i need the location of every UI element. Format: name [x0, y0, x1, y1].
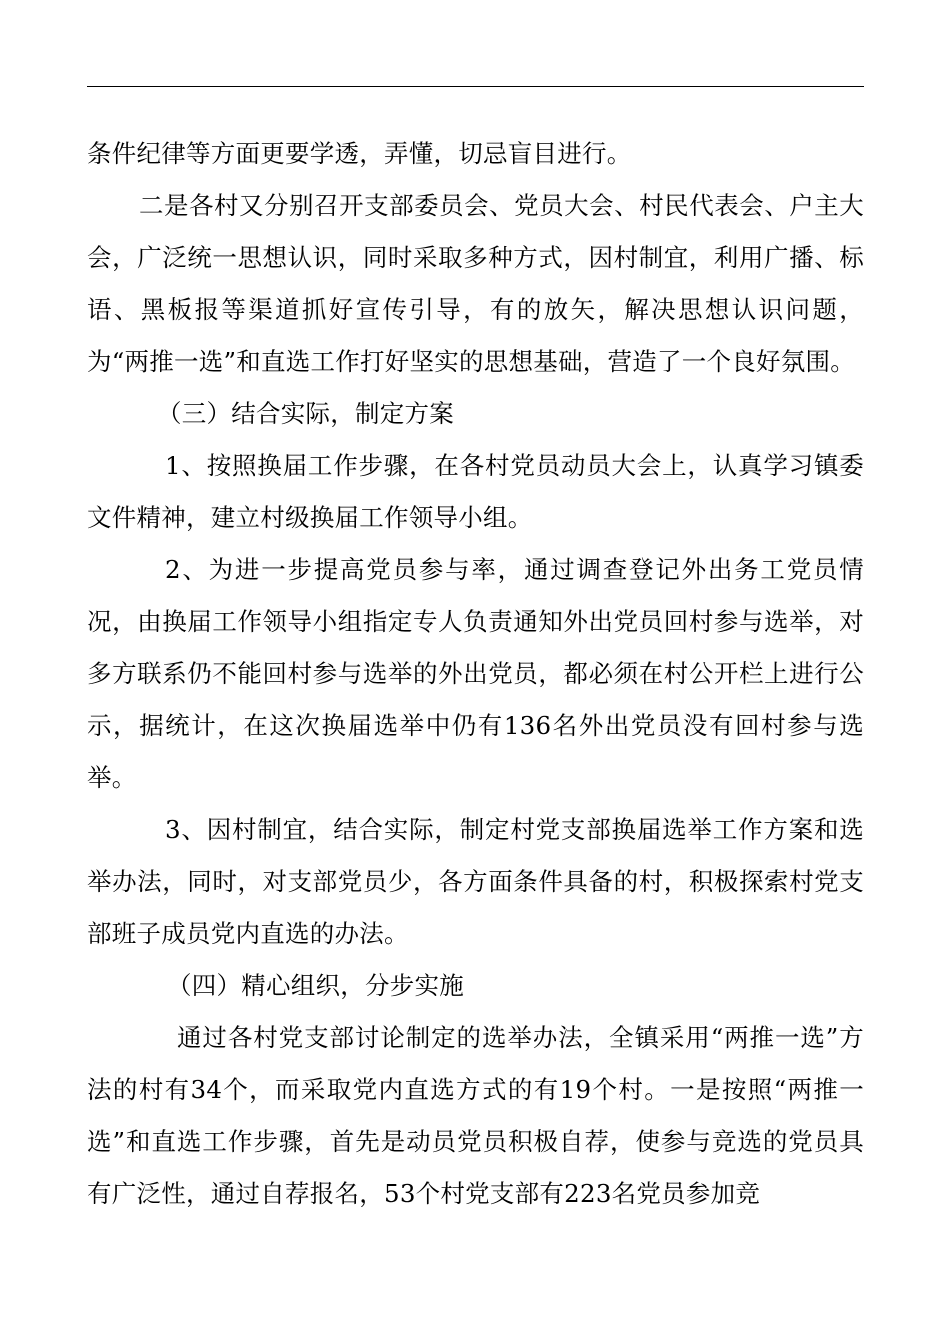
section-heading: （三）结合实际，制定方案: [157, 399, 454, 428]
paragraph: 二是各村又分别召开支部委员会、党员大会、村民代表会、户主大会，广泛统一思想认识，同时采取多种方式，因村制宜，利用广播、标语、黑板报等渠道抓好宣传引导，有的放矢，解决思想认识问题，为“两推一选”和直选工作打好坚实的思想基础，营造了一个良好氛围。: [87, 191, 864, 376]
paragraph: 1、按照换届工作步骤，在各村党员动员大会上，认真学习镇委文件精神，建立村级换届工作领导小组。: [87, 451, 864, 532]
header-rule: [87, 86, 864, 87]
paragraph: 3、因村制宜，结合实际，制定村党支部换届选举工作方案和选举办法，同时，对支部党员少，各方面条件具备的村，积极探索村党支部班子成员党内直选的办法。: [87, 815, 864, 948]
paragraph: 通过各村党支部讨论制定的选举办法，全镇采用“两推一选”方法的村有34个，而采取党内直选方式的有19个村。一是按照“两推一选”和直选工作步骤，首先是动员党员积极自荐，使参与竞选的党员具有广泛性，通过自荐报名，53个村党支部有223名党员参加竞: [87, 1023, 864, 1208]
paragraph: 2、为进一步提高党员参与率，通过调查登记外出务工党员情况，由换届工作领导小组指定专人负责通知外出党员回村参与选举，对多方联系仍不能回村参与选举的外出党员，都必须在村公开栏上进行公示，据统计，在这次换届选举中仍有136名外出党员没有回村参与选举。: [87, 555, 864, 792]
paragraph: 条件纪律等方面更要学透，弄懂，切忌盲目进行。: [87, 139, 632, 168]
section-heading: （四）精心组织，分步实施: [167, 971, 464, 1000]
document-body: [87, 128, 864, 1220]
